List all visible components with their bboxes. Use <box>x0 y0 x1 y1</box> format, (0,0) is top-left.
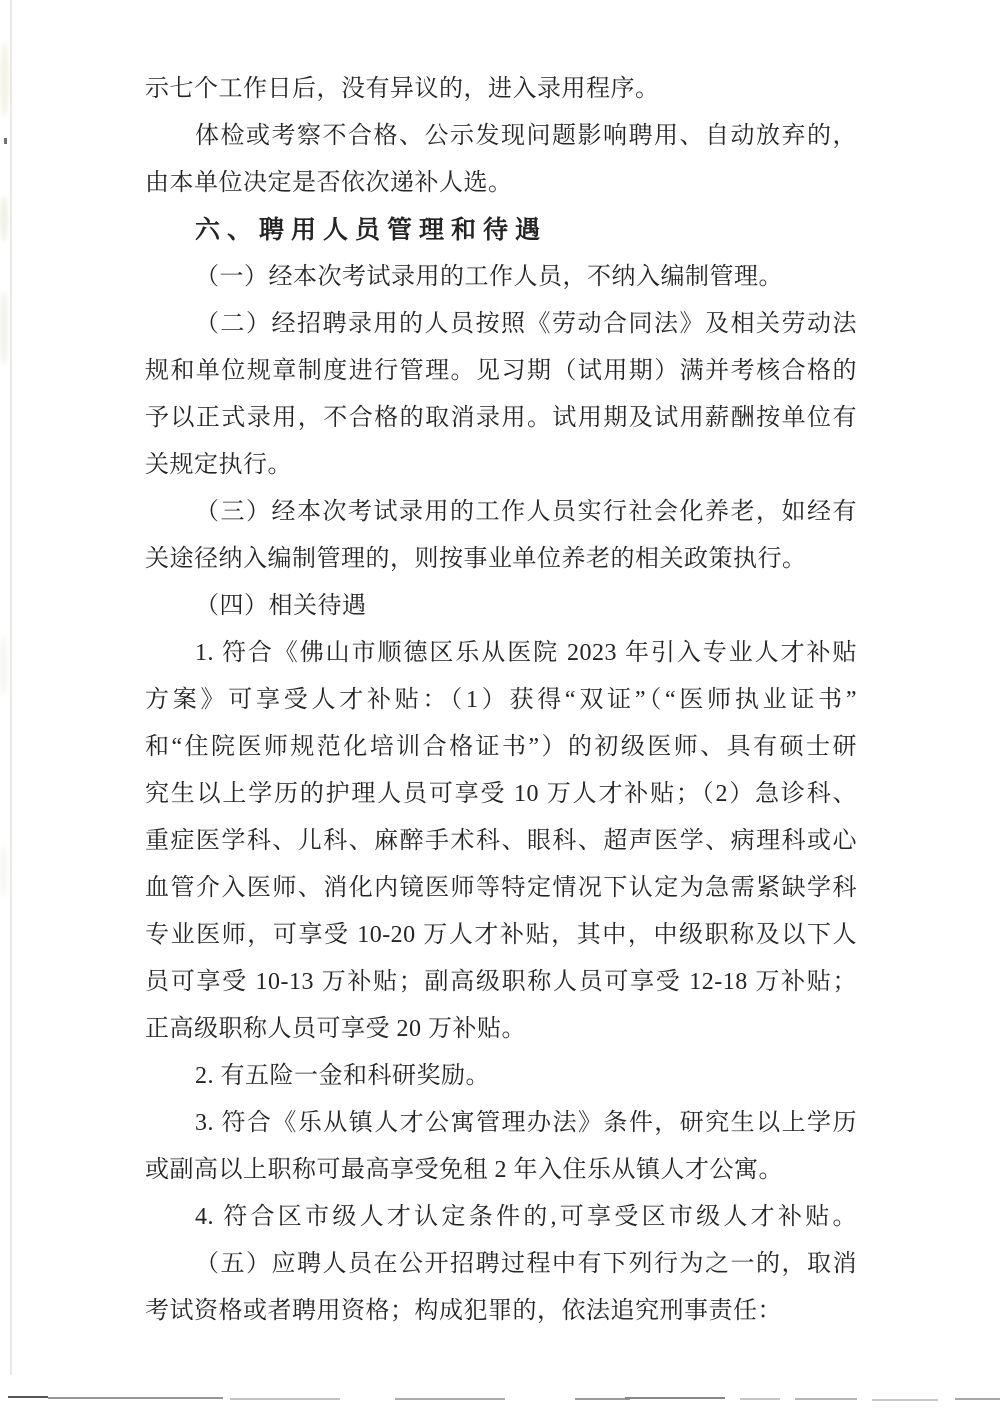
text-line: 专业医师，可享受 10-20 万人才补贴，其中，中级职称及以下人 <box>145 922 857 948</box>
scan-artifact-smudge <box>0 636 7 696</box>
text-line: 示七个工作日后，没有异议的，进入录用程序。 <box>145 76 660 102</box>
text-line: 3. 符合《乐从镇人才公寓管理办法》条件，研究生以上学历 <box>195 1110 857 1136</box>
scan-artifact-smudge <box>0 42 9 117</box>
text-line: 1. 符合《佛山市顺德区乐从医院 2023 年引入专业人才补贴 <box>195 640 857 666</box>
text-line: （三）经本次考试录用的工作人员实行社会化养老，如经有 <box>195 499 857 525</box>
scan-artifact-left-edge <box>10 0 12 1375</box>
text-line: （一）经本次考试录用的工作人员，不纳入编制管理。 <box>195 264 783 290</box>
scan-artifact-speck <box>4 138 7 144</box>
text-line: 究生以上学历的护理人员可享受 10 万人才补贴；（2）急诊科、 <box>145 781 857 807</box>
text-line: 正高级职称人员可享受 20 万补贴。 <box>145 1016 526 1042</box>
text-line: 重症医学科、儿科、麻醉手术科、眼科、超声医学、病理科或心 <box>145 828 857 854</box>
section-heading: 六、聘用人员管理和待遇 <box>195 216 548 244</box>
text-line: 或副高以上职称可最高享受免租 2 年入住乐从镇人才公寓。 <box>145 1157 783 1183</box>
text-line: 4. 符合区市级人才认定条件的,可享受区市级人才补贴。 <box>195 1204 857 1230</box>
text-line: （五）应聘人员在公开招聘过程中有下列行为之一的，取消 <box>195 1251 857 1277</box>
text-block <box>145 66 857 1335</box>
scan-artifact-bottom-line <box>0 1396 1000 1401</box>
text-line: 血管介入医师、消化内镜医师等特定情况下认定为急需紧缺学科 <box>145 875 857 901</box>
scan-artifact-smudge <box>0 845 7 897</box>
text-line: （二）经招聘录用的人员按照《劳动合同法》及相关劳动法 <box>195 311 857 337</box>
text-line: 由本单位决定是否依次递补人选。 <box>145 170 513 196</box>
text-line: 2. 有五险一金和科研奖励。 <box>195 1063 490 1089</box>
scan-artifact-smudge <box>0 292 8 364</box>
text-line: 关规定执行。 <box>145 452 292 478</box>
text-line: 规和单位规章制度进行管理。见习期（试用期）满并考核合格的 <box>145 358 857 384</box>
text-line: 予以正式录用，不合格的取消录用。试用期及试用薪酬按单位有 <box>145 405 857 431</box>
scan-artifact-smudge <box>0 196 8 242</box>
text-line: （四）相关待遇 <box>195 593 367 619</box>
text-line: 方案》可享受人才补贴：（1）获得“双证”（“医师执业证书” <box>145 687 857 713</box>
text-line: 考试资格或者聘用资格；构成犯罪的，依法追究刑事责任： <box>145 1298 782 1324</box>
text-line: 和“住院医师规范化培训合格证书”）的初级医师、具有硕士研 <box>145 734 857 760</box>
text-line: 关途径纳入编制管理的，则按事业单位养老的相关政策执行。 <box>145 546 807 572</box>
text-line: 员可享受 10-13 万补贴；副高级职称人员可享受 12-18 万补贴； <box>145 969 857 995</box>
text-line: 体检或考察不合格、公示发现问题影响聘用、自动放弃的， <box>195 123 857 149</box>
